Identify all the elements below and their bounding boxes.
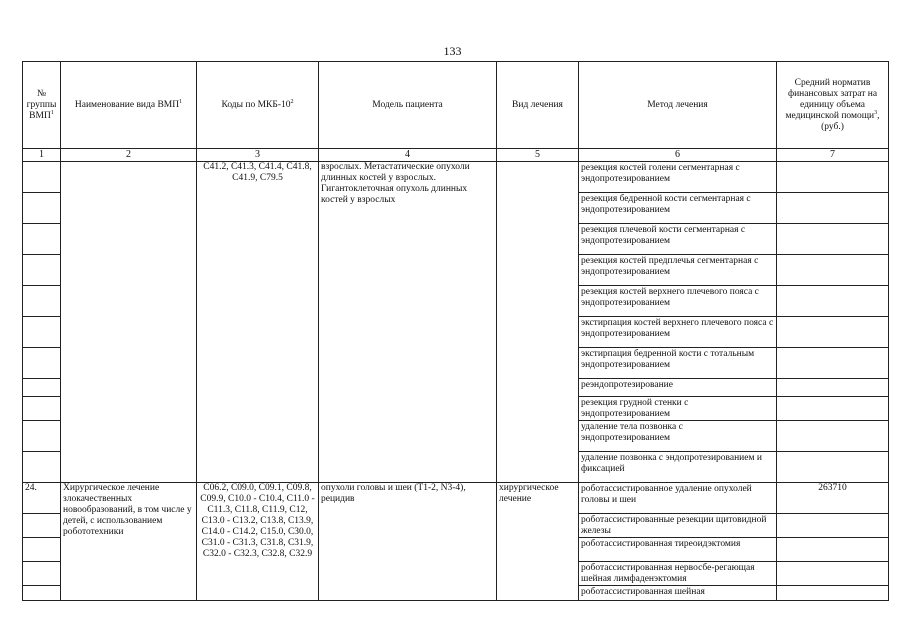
cost-cell bbox=[777, 379, 889, 397]
column-number: 1 bbox=[23, 149, 61, 162]
patient-model-cell: взрослых. Метастатические опухоли длинных костей у взрослых. Гигантоклеточная опухоль длинных костей у взрослых bbox=[319, 162, 497, 483]
group-number-cell bbox=[23, 514, 61, 538]
group-number-cell: 24. bbox=[23, 483, 61, 514]
group-number-cell bbox=[23, 224, 61, 255]
treatment-method-cell: резекция костей верхнего плечевого пояса с эндопротезированием bbox=[579, 286, 777, 317]
icd-codes-cell: C41.2, C41.3, C41.4, C41.8, C41.9, C79.5 bbox=[197, 162, 319, 483]
treatment-method-cell: реэндопротезирование bbox=[579, 379, 777, 397]
group-number-cell bbox=[23, 452, 61, 483]
cost-cell bbox=[777, 452, 889, 483]
cost-cell bbox=[777, 538, 889, 562]
vmp-name-cell bbox=[61, 162, 197, 483]
treatment-type-cell bbox=[497, 162, 579, 483]
treatment-method-cell: резекция костей голени сегментарная с эндопротезированием bbox=[579, 162, 777, 193]
column-number: 5 bbox=[497, 149, 579, 162]
treatment-method-cell: роботассистированная шейная bbox=[579, 586, 777, 601]
cost-cell bbox=[777, 397, 889, 421]
group-number-cell bbox=[23, 162, 61, 193]
cost-cell bbox=[777, 193, 889, 224]
header-treatment-type: Вид лечения bbox=[497, 62, 579, 149]
treatment-method-cell: роботассистированное удаление опухолей головы и шеи bbox=[579, 483, 777, 514]
group-number-cell bbox=[23, 286, 61, 317]
cost-cell bbox=[777, 421, 889, 452]
header-row bbox=[23, 62, 889, 149]
header-vmp-name: Наименование вида ВМП$^1$ bbox=[61, 62, 197, 149]
vmp-name-cell: Хирургическое лечение злокачественных новообразований, в том числе у детей, с использованием робототехники bbox=[61, 483, 197, 601]
group-number-cell bbox=[23, 586, 61, 601]
group-number-cell bbox=[23, 397, 61, 421]
cost-cell bbox=[777, 348, 889, 379]
treatment-method-cell: резекция костей предплечья сегментарная с эндопротезированием bbox=[579, 255, 777, 286]
group-number-cell bbox=[23, 255, 61, 286]
column-number: 4 bbox=[319, 149, 497, 162]
table-row bbox=[23, 162, 889, 193]
treatment-method-cell: удаление тела позвонка с эндопротезированием bbox=[579, 421, 777, 452]
treatment-method-cell: экстирпация костей верхнего плечевого пояса с эндопротезированием bbox=[579, 317, 777, 348]
header-icd-codes: Коды по МКБ-$10^2$ bbox=[197, 62, 319, 149]
vmp-table bbox=[22, 61, 889, 601]
cost-cell bbox=[777, 162, 889, 193]
treatment-method-cell: роботассистированная тиреоидэктомия bbox=[579, 538, 777, 562]
treatment-method-cell: резекция плечевой кости сегментарная с эндопротезированием bbox=[579, 224, 777, 255]
treatment-method-cell: резекция грудной стенки с эндопротезированием bbox=[579, 397, 777, 421]
column-number: 2 bbox=[61, 149, 197, 162]
cost-cell bbox=[777, 586, 889, 601]
cost-cell bbox=[777, 255, 889, 286]
header-group-number: № группы ВМП$^1$ bbox=[23, 62, 61, 149]
cost-cell bbox=[777, 317, 889, 348]
icd-codes-cell: C06.2, C09.0, C09.1, C09.8, C09.9, C10.0 - C10.4, C11.0 - C11.3, C11.8, C11.9, C12, C13.0 - C13.2, C13.8, C13.9, C14.0 - C14.2, C15.0, C30.0, C31.0 - C31.3, C31.8, C31.9, C32.0 - C32.3, C32.8, C32.9 bbox=[197, 483, 319, 601]
column-number-row bbox=[23, 149, 889, 162]
cost-cell bbox=[777, 224, 889, 255]
group-number-cell bbox=[23, 562, 61, 586]
treatment-method-cell: роботассистированные резекции щитовидной железы bbox=[579, 514, 777, 538]
treatment-method-cell: удаление позвонка с эндопротезированием и фиксацией bbox=[579, 452, 777, 483]
group-number-cell bbox=[23, 379, 61, 397]
patient-model-cell: опухоли головы и шеи (T1-2, N3-4), рецидив bbox=[319, 483, 497, 601]
group-number-cell bbox=[23, 538, 61, 562]
cost-cell: 263710 bbox=[777, 483, 889, 514]
column-number: 6 bbox=[579, 149, 777, 162]
treatment-method-cell: резекция бедренной кости сегментарная с эндопротезированием bbox=[579, 193, 777, 224]
group-number-cell bbox=[23, 317, 61, 348]
column-number: 3 bbox=[197, 149, 319, 162]
header-treatment-method: Метод лечения bbox=[579, 62, 777, 149]
cost-cell bbox=[777, 562, 889, 586]
group-number-cell bbox=[23, 348, 61, 379]
table-row bbox=[23, 483, 889, 514]
column-number: 7 bbox=[777, 149, 889, 162]
cost-cell bbox=[777, 514, 889, 538]
header-patient-model: Модель пациента bbox=[319, 62, 497, 149]
treatment-method-cell: роботассистированная нервосбе-регающая шейная лимфаденэктомия bbox=[579, 562, 777, 586]
group-number-cell bbox=[23, 421, 61, 452]
header-cost: Средний норматив финансовых затрат на единицу объема медицинской помощи$^3$, (руб.) bbox=[777, 62, 889, 149]
group-number-cell bbox=[23, 193, 61, 224]
cost-cell bbox=[777, 286, 889, 317]
treatment-method-cell: экстирпация бедренной кости с тотальным эндопротезированием bbox=[579, 348, 777, 379]
page-number: 133 bbox=[443, 44, 462, 58]
treatment-type-cell: хирургическое лечение bbox=[497, 483, 579, 601]
